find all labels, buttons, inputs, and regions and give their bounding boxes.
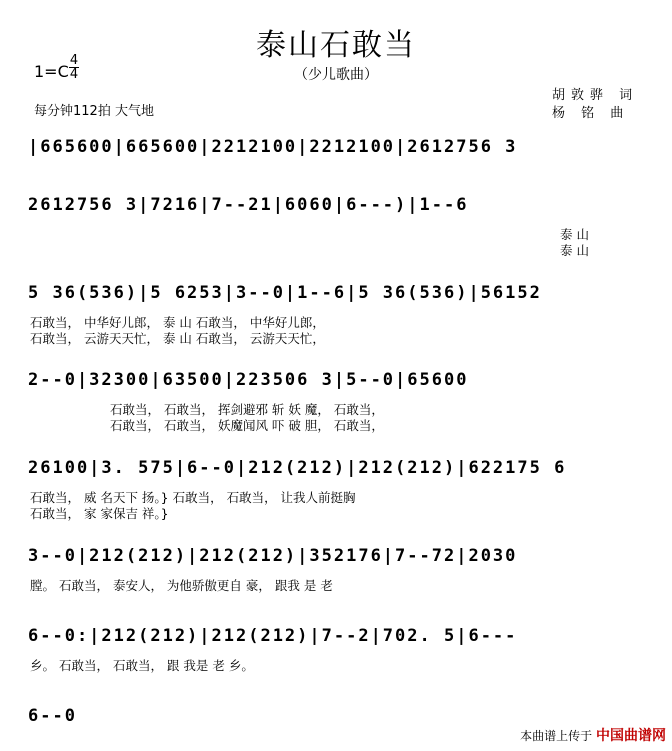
notation-line: 6--0 (28, 706, 77, 726)
lyricist-credit: 胡敦骅 词 (552, 88, 639, 103)
lyric-line: 石敢当， 家 家保吉 祥。} (30, 506, 169, 521)
notation-line: |665600|665600|2212100|2212100|2612756 3 (28, 137, 518, 157)
composer-credit: 杨 铭 曲 (552, 106, 630, 121)
song-title: 泰山石敢当 (256, 28, 416, 63)
lyric-line: 泰 山 (560, 227, 589, 242)
notation-line: 2612756 3|7216|7--21|6060|6---)|1--6 (28, 195, 469, 215)
footer-text: 本曲谱上传于 (520, 729, 593, 743)
lyric-line: 石敢当， 威 名天下 扬。} 石敢当， 石敢当， 让我人前挺胸 (30, 490, 356, 505)
lyric-line: 石敢当， 中华好儿郎， 泰 山 石敢当， 中华好儿郎， (30, 315, 325, 330)
lyric-line: 石敢当， 石敢当， 妖魔闻风 吓 破 胆， 石敢当， (110, 418, 384, 433)
lyric-line: 泰 山 (560, 243, 589, 258)
time-signature (68, 54, 80, 81)
notation-line: 5 36(536)|5 6253|3--0|1--6|5 36(536)|56152 (28, 283, 542, 303)
lyric-line: 石敢当， 云游天天忙， 泰 山 石敢当， 云游天天忙， (30, 331, 325, 346)
lyric-line: 膛。 石敢当， 泰安人， 为他骄傲更自 豪， 跟我 是 老 (30, 578, 333, 593)
key-signature: 1=C (34, 62, 69, 81)
song-subtitle: （少儿歌曲） (294, 67, 378, 83)
notation-line: 6--0:|212(212)|212(212)|7--2|702. 5|6--- (28, 626, 518, 646)
lyric-line: 石敢当， 石敢当， 挥剑避邪 斩 妖 魔， 石敢当， (110, 402, 384, 417)
lyric-line: 乡。 石敢当， 石敢当， 跟 我是 老 乡。 (30, 658, 254, 673)
notation-line: 3--0|212(212)|212(212)|352176|7--72|2030 (28, 546, 518, 566)
footer-brand[interactable]: 中国曲谱网 (596, 728, 666, 744)
footer (520, 725, 666, 745)
tempo-marking: 每分钟112拍 大气地 (34, 104, 154, 119)
time-signature-top: 4 (69, 53, 79, 68)
notation-line: 2--0|32300|63500|223506 3|5--0|65600 (28, 370, 469, 390)
notation-line: 26100|3. 575|6--0|212(212)|212(212)|622175 6 (28, 458, 567, 478)
time-signature-bottom: 4 (69, 67, 79, 82)
